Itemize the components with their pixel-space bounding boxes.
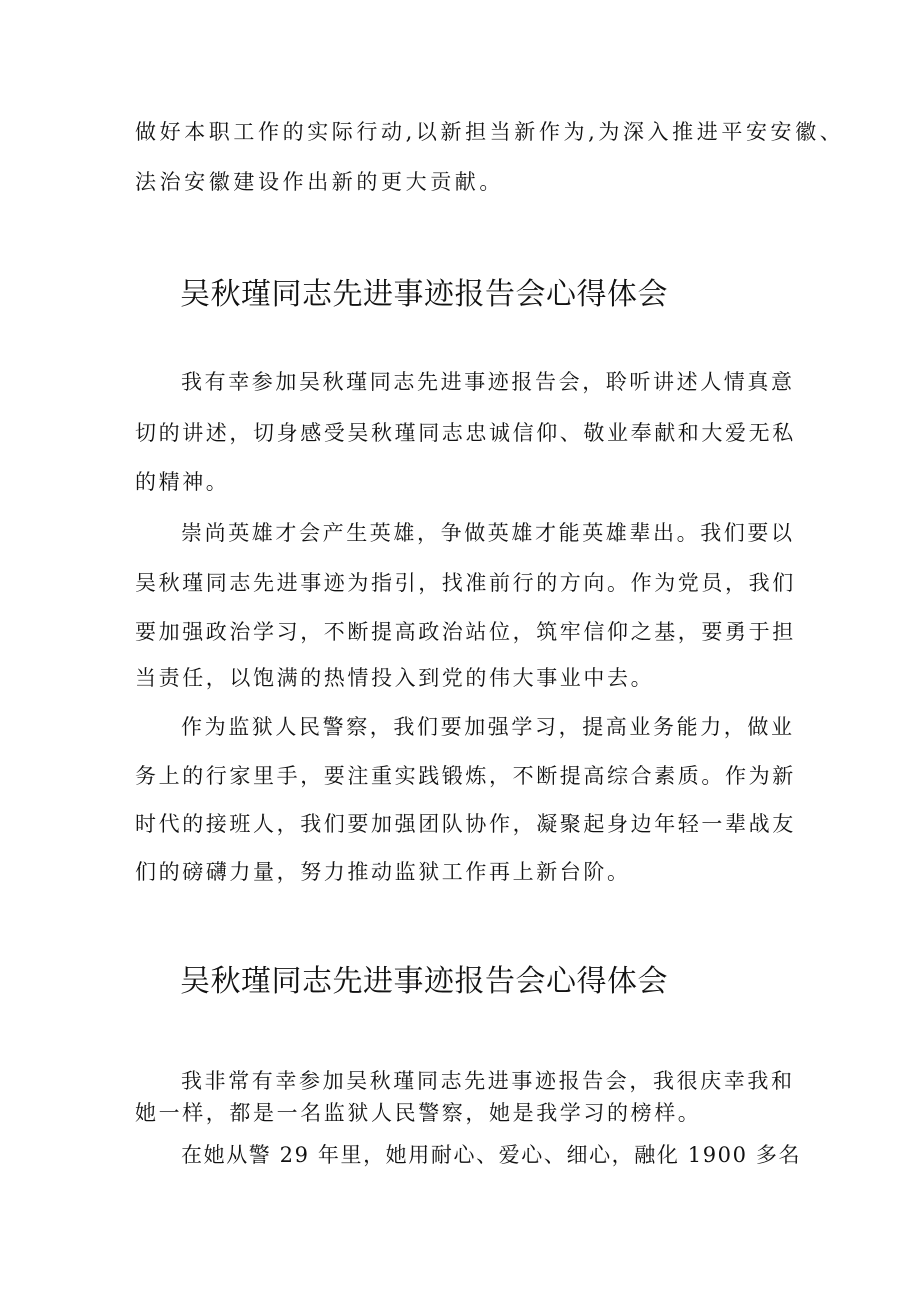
- section-title: 吴秋瑾同志先进事迹报告会心得体会: [180, 964, 668, 999]
- paragraph-line: 我非常有幸参加吴秋瑾同志先进事迹报告会，我很庆幸我和: [181, 1069, 795, 1093]
- paragraph-line: 时代的接班人，我们要加强团队协作，凝聚起身边年轻一辈战友: [135, 812, 796, 836]
- paragraph-line: 要加强政治学习，不断提高政治站位，筑牢信仰之基，要勇于担: [135, 620, 796, 644]
- paragraph-line: 我有幸参加吴秋瑾同志先进事迹报告会，聆听讲述人情真意: [181, 370, 795, 394]
- paragraph-line: 她一样，都是一名监狱人民警察，她是我学习的榜样。: [135, 1101, 702, 1125]
- paragraph-line: 法治安徽建设作出新的更大贡献。: [135, 170, 504, 194]
- paragraph-line: 在她从警 29 年里，她用耐心、爱心、细心，融化 1900 多名: [181, 1143, 802, 1167]
- paragraph-line: 当责任，以饱满的热情投入到党的伟大事业中去。: [135, 666, 655, 690]
- paragraph-line: 的精神。: [135, 470, 230, 494]
- section-title: 吴秋瑾同志先进事迹报告会心得体会: [180, 277, 668, 312]
- paragraph-line: 切的讲述，切身感受吴秋瑾同志忠诚信仰、敬业奉献和大爱无私: [135, 421, 796, 445]
- paragraph-line: 吴秋瑾同志先进事迹为指引，找准前行的方向。作为党员，我们: [135, 571, 796, 595]
- paragraph-line: 务上的行家里手，要注重实践锻炼，不断提高综合素质。作为新: [135, 764, 796, 788]
- paragraph-line: 做好本职工作的实际行动,以新担当新作为,为深入推进平安安徽、: [135, 120, 845, 144]
- paragraph-line: 们的磅礴力量，努力推动监狱工作再上新台阶。: [135, 860, 631, 884]
- paragraph-line: 作为监狱人民警察，我们要加强学习，提高业务能力，做业: [181, 715, 795, 739]
- paragraph-line: 崇尚英雄才会产生英雄，争做英雄才能英雄辈出。我们要以: [181, 521, 795, 545]
